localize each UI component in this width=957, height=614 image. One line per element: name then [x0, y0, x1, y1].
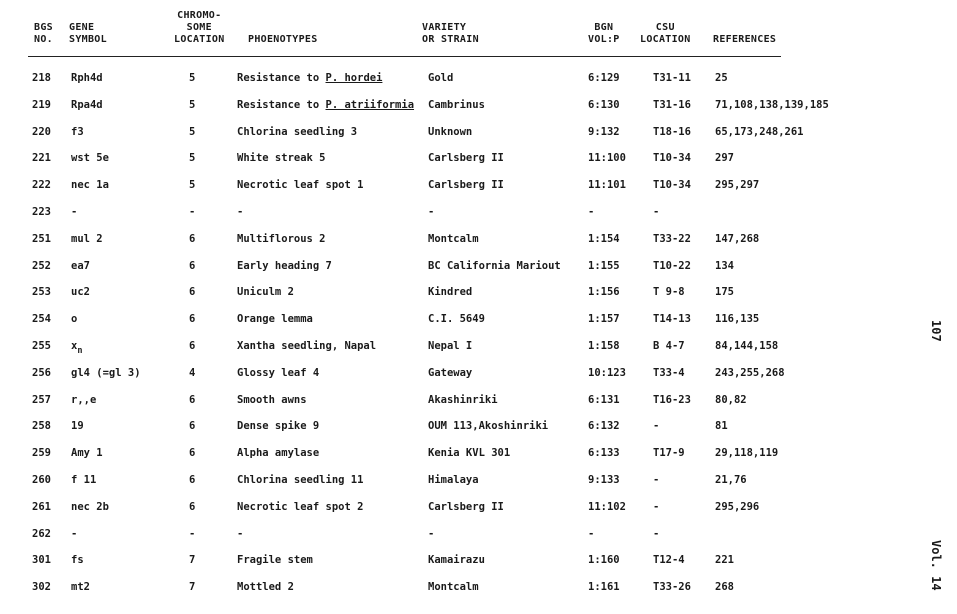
gene-symbol [71, 286, 90, 299]
table-row [0, 254, 900, 281]
table-row [0, 227, 900, 254]
bgs-number: 302 [32, 581, 51, 594]
header-line: SYMBOL [69, 34, 107, 45]
phenotype: Alpha amylase [237, 447, 320, 460]
phenotype: Glossy leaf 4 [237, 366, 320, 379]
gene-symbol-text: Rpa4d [71, 98, 103, 111]
header-line: GENE [69, 22, 95, 33]
phenotype: Orange lemma [237, 313, 313, 326]
chromosome-location: - [189, 527, 196, 540]
header-line: SOME [186, 22, 212, 33]
variety-or-strain: Carlsberg II [428, 500, 504, 513]
chromosome-location: 5 [189, 125, 196, 138]
bgn-volume-page: 6:132 [588, 420, 620, 433]
variety-or-strain: Kindred [428, 286, 473, 299]
bgn-volume-page: 6:129 [588, 72, 620, 84]
volume-label: Vol. 14 [929, 540, 943, 591]
gene-symbol-text: fs [71, 554, 84, 567]
bgs-number: 221 [32, 152, 51, 165]
gene-symbol-text: r,,e [71, 393, 97, 406]
bgs-number: 256 [32, 366, 51, 379]
bgn-volume-page: 9:133 [588, 473, 620, 486]
csu-location: T31-11 [653, 72, 691, 84]
header-variety [422, 22, 479, 46]
variety-or-strain: Montcalm [428, 581, 479, 594]
variety-or-strain: - [428, 527, 435, 540]
phenotype: Early heading 7 [237, 259, 332, 272]
gene-symbol-text: nec 1a [71, 179, 109, 192]
bgs-number: 223 [32, 205, 51, 218]
csu-location: T14-13 [653, 313, 691, 326]
bgs-number: 259 [32, 447, 51, 460]
header-line: LOCATION [640, 34, 691, 45]
gene-symbol [71, 126, 84, 139]
chromosome-location: 7 [189, 554, 196, 567]
header-line: NO. [34, 34, 53, 45]
variety-or-strain: Himalaya [428, 473, 479, 486]
gene-symbol [71, 340, 82, 354]
bgn-volume-page: 1:160 [588, 554, 620, 567]
phenotype: Multiflorous 2 [237, 232, 326, 245]
bgn-volume-page: 1:155 [588, 259, 620, 272]
references: 29,118,119 [715, 447, 779, 460]
phenotype: Mottled 2 [237, 581, 294, 594]
csu-location: - [653, 527, 660, 540]
table-row [0, 441, 900, 468]
bgs-number: 251 [32, 232, 51, 245]
bgs-number: 220 [32, 125, 51, 138]
bgn-volume-page: - [588, 527, 595, 540]
references: 134 [715, 259, 734, 272]
bgs-number: 219 [32, 98, 51, 111]
header-phenotypes [248, 34, 318, 46]
bgn-volume-page: 1:157 [588, 313, 620, 326]
table-row [0, 414, 900, 441]
chromosome-location: 5 [189, 98, 196, 111]
header-rule [28, 56, 781, 57]
csu-location: - [653, 420, 660, 433]
chromosome-location: 6 [189, 500, 196, 513]
variety-or-strain: Gateway [428, 366, 473, 379]
pathogen-name: P. atriiformia [325, 98, 415, 111]
csu-location: T10-34 [653, 179, 691, 192]
csu-location: B 4-7 [653, 339, 685, 352]
bgn-volume-page: 1:161 [588, 581, 620, 594]
header-line: VARIETY [422, 22, 467, 33]
references: 80,82 [715, 393, 747, 406]
table-row [0, 280, 900, 307]
gene-symbol [71, 554, 84, 567]
csu-location: T18-16 [653, 125, 691, 138]
table-row [0, 388, 900, 415]
bgn-volume-page: 11:102 [588, 500, 626, 513]
variety-or-strain: C.I. 5649 [428, 313, 485, 326]
phenotype: - [237, 205, 244, 218]
references: 116,135 [715, 313, 760, 326]
header-line: PHOENOTYPES [248, 34, 318, 45]
bgs-number: 262 [32, 527, 51, 540]
header-line: VOL:P [588, 34, 620, 45]
references: 21,76 [715, 473, 747, 486]
bgs-number: 260 [32, 473, 51, 486]
bgn-volume-page: 6:131 [588, 393, 620, 406]
table-body [0, 66, 900, 602]
table-row [0, 334, 900, 361]
gene-symbol [71, 206, 77, 219]
csu-location: T33-4 [653, 366, 685, 379]
csu-location: T10-22 [653, 259, 691, 272]
header-line: OR STRAIN [422, 34, 479, 45]
gene-symbol [71, 367, 141, 380]
gene-symbol-text: ea7 [71, 259, 90, 272]
references: 25 [715, 72, 728, 84]
bgs-number: 218 [32, 72, 51, 84]
bgs-number: 257 [32, 393, 51, 406]
csu-location: T16-23 [653, 393, 691, 406]
bgn-volume-page: - [588, 205, 595, 218]
gene-symbol-text: f 11 [71, 473, 97, 486]
table-header [0, 8, 830, 56]
phenotype: Fragile stem [237, 554, 313, 567]
references: 221 [715, 554, 734, 567]
variety-or-strain: BC California Mariout [428, 259, 561, 272]
gene-symbol-text: wst 5e [71, 152, 109, 165]
header-line: BGN [594, 22, 614, 33]
gene-symbol [71, 99, 103, 112]
phenotype [237, 99, 414, 112]
phenotype: Xantha seedling, Napal [237, 339, 377, 352]
bgn-volume-page: 10:123 [588, 366, 626, 379]
bgs-number: 258 [32, 420, 51, 433]
references: 243,255,268 [715, 366, 785, 379]
bgs-number: 261 [32, 500, 51, 513]
gene-symbol-text: mt2 [71, 581, 90, 594]
bgs-number: 253 [32, 286, 51, 299]
bgn-volume-page: 11:101 [588, 179, 626, 192]
variety-or-strain: Akashinriki [428, 393, 498, 406]
gene-symbol-text: nec 2b [71, 500, 109, 513]
table-row [0, 495, 900, 522]
phenotype: Chlorina seedling 11 [237, 473, 364, 486]
gene-symbol [71, 474, 96, 487]
table-row [0, 120, 900, 147]
phenotype: - [237, 527, 244, 540]
references: 71,108,138,139,185 [715, 98, 829, 111]
variety-or-strain: Gold [428, 72, 454, 84]
table-row [0, 200, 900, 227]
references: 65,173,248,261 [715, 125, 804, 138]
table-row [0, 173, 900, 200]
gene-symbol-subscript: n [77, 345, 83, 356]
phenotype: Smooth awns [237, 393, 307, 406]
references: 268 [715, 581, 734, 594]
chromosome-location: 6 [189, 393, 196, 406]
gene-symbol-text: mul 2 [71, 232, 103, 245]
gene-symbol [71, 447, 103, 460]
header-bgs-no [34, 22, 53, 46]
references: 81 [715, 420, 728, 433]
references: 297 [715, 152, 734, 165]
variety-or-strain: Unknown [428, 125, 473, 138]
variety-or-strain: Carlsberg II [428, 152, 504, 165]
csu-location: T 9-8 [653, 286, 685, 299]
header-gene-symbol [69, 22, 107, 46]
gene-symbol-text: gl4 (=gl 3) [71, 366, 141, 379]
phenotype: White streak 5 [237, 152, 326, 165]
table-row [0, 575, 900, 602]
gene-symbol-text: 19 [71, 420, 84, 433]
csu-location: T33-26 [653, 581, 691, 594]
variety-or-strain: OUM 113,Akoshinriki [428, 420, 549, 433]
header-line: BGS [34, 22, 53, 33]
gene-symbol [71, 233, 103, 246]
references: 295,297 [715, 179, 760, 192]
bgs-number: 255 [32, 339, 51, 352]
page-number: 107 [929, 320, 943, 342]
variety-or-strain: - [428, 205, 435, 218]
bgs-number: 301 [32, 554, 51, 567]
gene-symbol-text: f3 [71, 125, 84, 138]
phenotype: Necrotic leaf spot 2 [237, 500, 364, 513]
bgn-volume-page: 6:133 [588, 447, 620, 460]
table-row [0, 361, 900, 388]
chromosome-location: 5 [189, 179, 196, 192]
variety-or-strain: Montcalm [428, 232, 479, 245]
bgn-volume-page: 9:132 [588, 125, 620, 138]
header-bgn [588, 22, 620, 46]
references: 84,144,158 [715, 339, 779, 352]
gene-symbol [71, 72, 103, 85]
header-references [713, 34, 776, 46]
csu-location: - [653, 205, 660, 218]
bgs-number: 254 [32, 313, 51, 326]
csu-location: T10-34 [653, 152, 691, 165]
variety-or-strain: Kamairazu [428, 554, 485, 567]
variety-or-strain: Nepal I [428, 339, 473, 352]
header-line: LOCATION [174, 34, 225, 45]
csu-location: T31-16 [653, 98, 691, 111]
gene-symbol-text: o [71, 313, 78, 326]
variety-or-strain: Carlsberg II [428, 179, 504, 192]
bgn-volume-page: 1:158 [588, 339, 620, 352]
phenotype: Dense spike 9 [237, 420, 320, 433]
references: 175 [715, 286, 734, 299]
phenotype: Uniculm 2 [237, 286, 294, 299]
phenotype-prefix: Resistance to [237, 72, 326, 84]
csu-location: T12-4 [653, 554, 685, 567]
table-row [0, 307, 900, 334]
phenotype [237, 72, 382, 85]
csu-location: - [653, 500, 660, 513]
gene-symbol-text: Rph4d [71, 72, 103, 84]
bgs-number: 222 [32, 179, 51, 192]
table-row [0, 66, 900, 93]
table-row [0, 146, 900, 173]
chromosome-location: - [189, 205, 196, 218]
bgn-volume-page: 1:156 [588, 286, 620, 299]
bgn-volume-page: 1:154 [588, 232, 620, 245]
table-row [0, 468, 900, 495]
gene-symbol [71, 581, 90, 594]
chromosome-location: 6 [189, 313, 196, 326]
table-row [0, 93, 900, 120]
header-line: CHROMO- [177, 10, 222, 21]
csu-location: T33-22 [653, 232, 691, 245]
header-csu [640, 22, 691, 46]
header-line: REFERENCES [713, 34, 777, 45]
gene-symbol [71, 313, 77, 326]
phenotype-prefix: Resistance to [237, 98, 326, 111]
table-row [0, 522, 900, 549]
variety-or-strain: Cambrinus [428, 98, 485, 111]
gene-symbol [71, 501, 109, 514]
csu-location: - [653, 473, 660, 486]
gene-symbol-text: - [71, 527, 78, 540]
chromosome-location: 6 [189, 339, 196, 352]
header-line: CSU [655, 22, 675, 33]
pathogen-name: P. hordei [325, 72, 383, 84]
chromosome-location: 6 [189, 259, 196, 272]
header-chromosome-location [174, 10, 225, 46]
bgn-volume-page: 6:130 [588, 98, 620, 111]
variety-or-strain: Kenia KVL 301 [428, 447, 511, 460]
references: 295,296 [715, 500, 760, 513]
phenotype: Chlorina seedling 3 [237, 125, 358, 138]
chromosome-location: 4 [189, 366, 196, 379]
csu-location: T17-9 [653, 447, 685, 460]
gene-symbol [71, 394, 96, 407]
table-row [0, 548, 900, 575]
gene-symbol [71, 179, 109, 192]
chromosome-location: 6 [189, 447, 196, 460]
chromosome-location: 5 [189, 152, 196, 165]
bgs-number: 252 [32, 259, 51, 272]
phenotype: Necrotic leaf spot 1 [237, 179, 364, 192]
chromosome-location: 6 [189, 473, 196, 486]
gene-symbol [71, 260, 90, 273]
gene-symbol-text: uc2 [71, 286, 90, 299]
chromosome-location: 5 [189, 72, 196, 84]
gene-symbol [71, 420, 84, 433]
gene-symbol [71, 152, 109, 165]
chromosome-location: 7 [189, 581, 196, 594]
gene-symbol-text: x [71, 339, 78, 352]
chromosome-location: 6 [189, 420, 196, 433]
references: 147,268 [715, 232, 760, 245]
chromosome-location: 6 [189, 232, 196, 245]
gene-symbol-text: - [71, 205, 78, 218]
chromosome-location: 6 [189, 286, 196, 299]
bgn-volume-page: 11:100 [588, 152, 626, 165]
gene-symbol-text: Amy 1 [71, 447, 103, 460]
gene-symbol [71, 528, 77, 541]
